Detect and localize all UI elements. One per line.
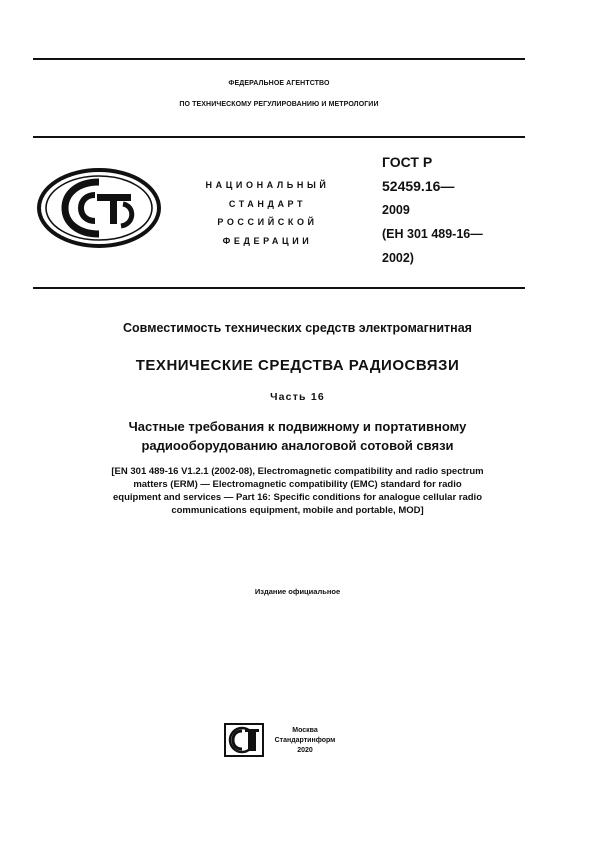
description <box>20 417 575 455</box>
agency-line-1: ФЕДЕРАЛЬНОЕ АГЕНТСТВО <box>228 80 330 87</box>
gost-line: 52459.16— <box>382 178 455 194</box>
edition-label: Издание официальное <box>254 587 341 596</box>
english-line: [EN 301 489-16 V1.2.1 (2002-08), Electromagnetic compatibility and radio spectrum <box>111 466 484 477</box>
gost-line: 2002) <box>382 251 414 265</box>
english-line: matters (ERM) — Electromagnetic compatibility (EMC) standard for radio <box>133 479 462 490</box>
national-line: РОССИЙСКОЙ <box>217 217 318 227</box>
main-title: Совместимость технических средств электромагнитная <box>123 321 472 335</box>
publisher-city: Москва <box>292 727 318 734</box>
description-line: Частные требования к подвижному и портативному <box>128 419 467 434</box>
english-line: communications equipment, mobile and portable, MOD] <box>171 505 424 516</box>
part-label: Часть 16 <box>270 391 325 403</box>
agency-line-2: ПО ТЕХНИЧЕСКОМУ РЕГУЛИРОВАНИЮ И МЕТРОЛОГИИ <box>179 101 379 108</box>
publisher-info <box>270 726 340 756</box>
gost-designation <box>382 150 532 270</box>
rst-logo-icon <box>37 168 161 248</box>
gost-line: 2009 <box>382 203 410 217</box>
english-line: equipment and services — Part 16: Specific conditions for analogue cellular radio <box>112 492 482 503</box>
national-line: НАЦИОНАЛЬНЫЙ <box>205 180 330 190</box>
national-line: СТАНДАРТ <box>228 198 307 209</box>
top-rule <box>33 58 525 60</box>
subtitle: ТЕХНИЧЕСКИЕ СРЕДСТВА РАДИОСВЯЗИ <box>135 357 460 374</box>
national-line: ФЕДЕРАЦИИ <box>222 235 313 246</box>
national-standard-label <box>185 176 350 250</box>
publisher-name: Стандартинформ <box>274 737 336 744</box>
publisher-logo-icon <box>224 723 264 757</box>
publisher-year: 2020 <box>297 747 313 754</box>
english-title <box>20 465 575 517</box>
description-line: радиооборудованию аналоговой сотовой связи <box>141 438 454 453</box>
header-rule <box>33 136 525 138</box>
title-rule <box>33 287 525 289</box>
gost-line: (ЕН 301 489-16— <box>382 227 483 241</box>
gost-line: ГОСТ Р <box>382 154 433 170</box>
